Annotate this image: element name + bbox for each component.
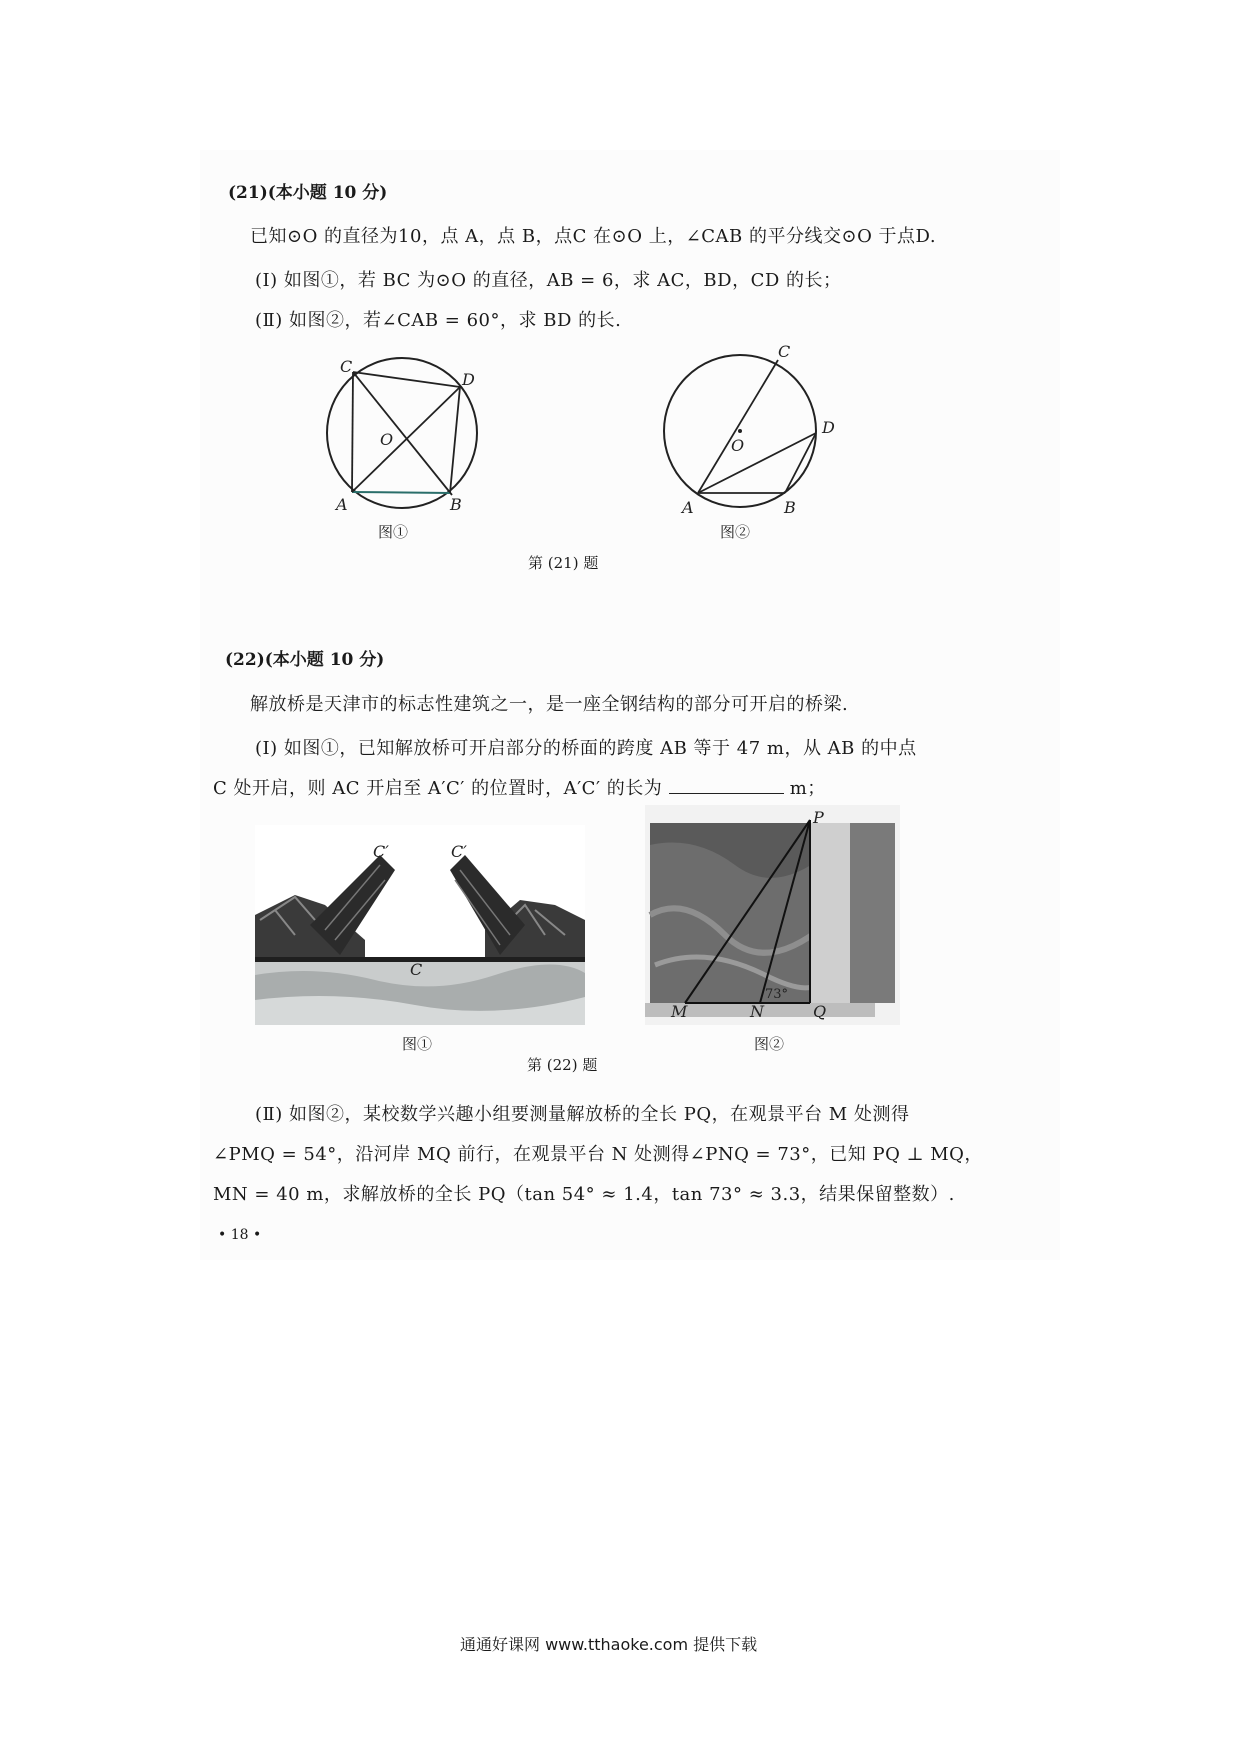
q21-fig1-caption: 图① [378,523,409,541]
q22-fig1-label-c: C [410,960,423,979]
q22-figure-1-photo [255,825,585,1025]
q22-fig1-label-c-right: C′ [451,842,467,861]
q21-header: (21)(本小题 10 分) [228,183,388,203]
q22-header: (22)(本小题 10 分) [225,650,385,670]
q22-answer-blank[interactable] [669,777,784,794]
q22-statement: 解放桥是天津市的标志性建筑之一，是一座全钢结构的部分可开启的桥梁. [250,694,849,715]
q21-fig1-label-a: A [336,495,348,514]
q21-fig2-label-c: C [778,345,791,361]
q21-figure-2 [640,345,860,540]
q21-fig2-label-o: O [731,436,745,455]
q22-fig2-caption: 图② [754,1035,785,1053]
q22-fig1-label-c-left: C′ [373,842,389,861]
q21-part2: (Ⅱ) 如图②，若∠CAB = 60°，求 BD 的长. [255,310,622,331]
q22-fig2-label-n: N [750,1002,764,1021]
q21-figure-title: 第 (21) 题 [528,554,599,572]
q21-fig1-label-b: B [450,495,462,514]
footer-credit: 通通好课网 www.tthaoke.com 提供下载 [460,1635,758,1654]
q22-figure-2-photo [645,805,900,1025]
q22-part2-line2: ∠PMQ = 54°，沿河岸 MQ 前行，在观景平台 N 处测得∠PNQ = 73°，已知 PQ ⊥ MQ， [213,1144,983,1165]
q21-fig1-label-c: C [340,357,353,376]
q22-part1-text: C 处开启，则 AC 开启至 A′C′ 的位置时，A′C′ 的长为 [213,778,663,799]
page-number: • 18 • [218,1227,262,1243]
q21-fig2-label-d: D [822,418,835,437]
q21-part1: (Ⅰ) 如图①，若 BC 为⊙O 的直径，AB = 6，求 AC，BD，CD 的长； [255,270,842,291]
q21-fig1-label-o: O [380,430,394,449]
q22-figure-title: 第 (22) 题 [527,1056,598,1074]
q22-fig2-label-m: M [671,1002,688,1021]
q22-part1-line2 [213,774,826,800]
q22-fig2-label-p: P [813,808,824,827]
q22-fig2-angle-label: 73° [765,987,789,1002]
q21-fig1-label-d: D [462,370,475,389]
q22-part2-line3: MN = 40 m，求解放桥的全长 PQ（tan 54° ≈ 1.4，tan 73° ≈ 3.3，结果保留整数）. [213,1184,955,1205]
q22-fig2-label-q: Q [813,1002,827,1021]
q22-fig1-caption: 图① [402,1035,433,1053]
q21-fig2-label-a: A [682,498,694,517]
q22-part2-line1: (Ⅱ) 如图②，某校数学兴趣小组要测量解放桥的全长 PQ，在观景平台 M 处测得 [255,1104,910,1125]
q21-fig2-caption: 图② [720,523,751,541]
q21-figure-1 [300,355,500,545]
q22-part1-unit: m； [789,778,826,799]
q21-fig2-label-b: B [784,498,796,517]
q21-statement: 已知⊙O 的直径为10，点 A，点 B，点C 在⊙O 上，∠CAB 的平分线交⊙O 于点D. [250,226,937,247]
q22-part1-line1: (Ⅰ) 如图①，已知解放桥可开启部分的桥面的跨度 AB 等于 47 m，从 AB 的中点 [255,738,917,759]
